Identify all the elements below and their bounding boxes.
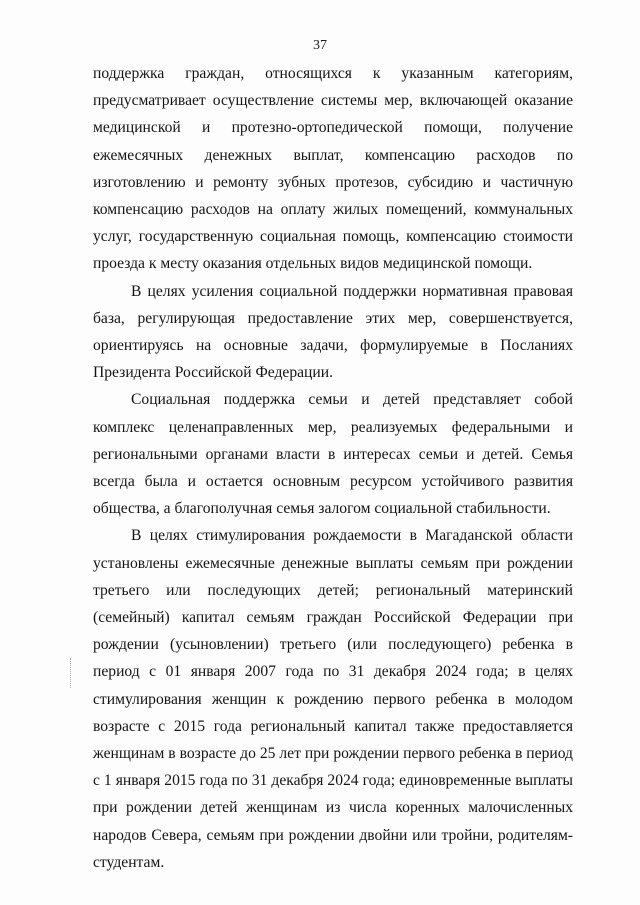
paragraph-birth-stimulation: В целях стимулирования рождаемости в Магаданской области установлены ежемесячные денежные выплаты семьям при рождении третьего или последующих детей; региональный материнский (семейный) капитал семьям граждан Российской Федерации при рождении (усыновлении) третьего (или последующего) ребенка в период с 01 января 2007 года по 31 декабря 2024 года; в целях стимулирования женщин к рождению первого ребенка в молодом возрасте с 2015 года региональный капитал также предоставляется женщинам в возрасте до 25 лет при рождении первого ребенка в период с 1 января 2015 года по 31 декабря 2024 года; единовременные выплаты при рождении детей женщинам из числа коренных малочисленных народов Севера, семьям при рождении двойни или тройни, родителям-студентам. xyxy=(93,527,573,871)
page-number: 37 xyxy=(313,38,327,53)
document-body xyxy=(93,60,573,876)
paragraph-continued: поддержка граждан, относящихся к указанным категориям, предусматривает осуществление системы мер, включающей оказание медицинской и протезно-ортопедической помощи, получение ежемесячных денежных выплат, компенсацию расходов по изготовлению и ремонту зубных протезов, субсидию и частичную компенсацию расходов на оплату жилых помещений, коммунальных услуг, государственную социальная помощь, компенсацию стоимости проезда к месту оказания отдельных видов медицинской помощи. xyxy=(93,65,573,273)
paragraph-family-support: Социальная поддержка семьи и детей представляет собой комплекс целенаправленных мер, реализуемых федеральными и региональными органами власти в интересах семьи и детей. Семья всегда была и остается основным ресурсом устойчивого развития общества, а благополучная семья залогом социальной стабильности. xyxy=(93,391,573,518)
scan-margin-mark xyxy=(70,658,72,688)
paragraph-legal-base: В целях усиления социальной поддержки нормативная правовая база, регулирующая предоставление этих мер, совершенствуется, ориентируясь на основные задачи, формулируемые в Посланиях Президента Российской Федерации. xyxy=(93,282,573,382)
